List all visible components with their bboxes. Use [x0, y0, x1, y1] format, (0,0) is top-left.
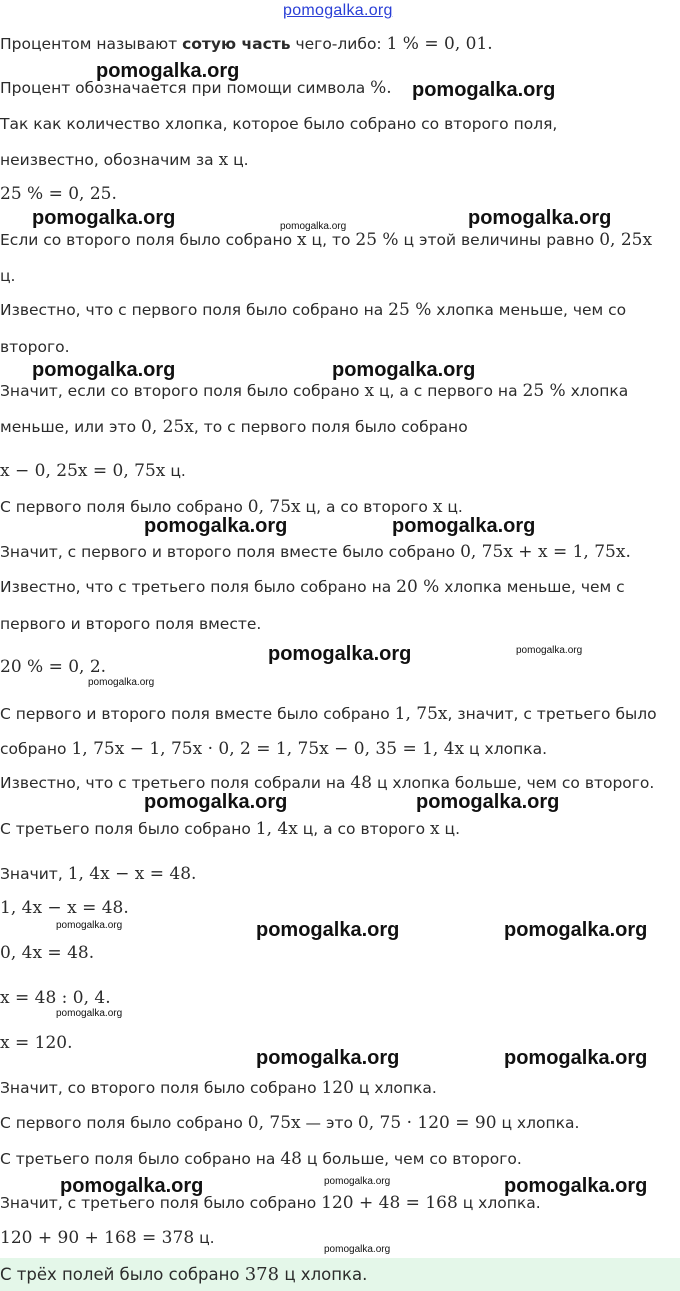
watermark: pomogalka.org	[416, 791, 560, 813]
answer-line: С трёх полей было собрано 378 ц хлопка.	[0, 1264, 368, 1285]
line-17: 20 % = 0, 2.	[0, 657, 107, 677]
watermark: pomogalka.org	[392, 515, 536, 537]
line-30: Значит, с третьего поля было собрано 120 + 48 = 168 ц хлопка.	[0, 1193, 541, 1213]
line-29: С третьего поля было собрано на 48 ц больше, чем со второго.	[0, 1149, 522, 1169]
line-15: Известно, что с третьего поля было собрано на 20 % хлопка меньше, чем с	[0, 577, 625, 597]
watermark-small: pomogalka.org	[324, 1244, 391, 1255]
line-14: Значит, с первого и второго поля вместе было собрано 0, 75x + x = 1, 75x.	[0, 542, 631, 562]
watermark-small: pomogalka.org	[56, 920, 123, 931]
line-2: Процент обозначается при помощи символа %.	[0, 78, 392, 98]
line-11: меньше, или это 0, 25x, то с первого поля было собрано	[0, 417, 468, 437]
watermark: pomogalka.org	[332, 359, 476, 381]
line-23: 1, 4x − x = 48.	[0, 898, 129, 918]
line-28: С первого поля было собрано 0, 75x — это 0, 75 · 120 = 90 ц хлопка.	[0, 1113, 580, 1133]
bold-term: сотую часть	[182, 35, 291, 53]
watermark-small: pomogalka.org	[88, 677, 155, 688]
line-27: Значит, со второго поля было собрано 120 ц хлопка.	[0, 1078, 437, 1098]
watermark: pomogalka.org	[144, 515, 288, 537]
watermark: pomogalka.org	[256, 919, 400, 941]
line-3: Так как количество хлопка, которое было собрано со второго поля,	[0, 115, 558, 133]
watermark: pomogalka.org	[504, 1047, 648, 1069]
line-20: Известно, что с третьего поля собрали на 48 ц хлопка больше, чем со второго.	[0, 773, 655, 793]
line-25: x = 48 : 0, 4.	[0, 988, 111, 1008]
line-16: первого и второго поля вместе.	[0, 615, 262, 633]
line-6: Если со второго поля было собрано x ц, то 25 % ц этой величины равно 0, 25x	[0, 230, 653, 250]
watermark: pomogalka.org	[504, 919, 648, 941]
line-9: второго.	[0, 338, 70, 356]
watermark-small: pomogalka.org	[516, 645, 583, 656]
line-12: x − 0, 25x = 0, 75x ц.	[0, 461, 186, 481]
line-5: 25 % = 0, 25.	[0, 184, 117, 204]
line-22: Значит, 1, 4x − x = 48.	[0, 864, 197, 884]
line-13: С первого поля было собрано 0, 75x ц, а со второго x ц.	[0, 497, 463, 517]
watermark: pomogalka.org	[412, 79, 556, 101]
watermark: pomogalka.org	[468, 207, 612, 229]
watermark-small: pomogalka.org	[280, 221, 347, 232]
line-19: собрано 1, 75x − 1, 75x · 0, 2 = 1, 75x − 0, 35 = 1, 4x ц хлопка.	[0, 739, 548, 759]
line-4: неизвестно, обозначим за x ц.	[0, 150, 249, 170]
watermark: pomogalka.org	[32, 359, 176, 381]
watermark: pomogalka.org	[504, 1175, 648, 1197]
line-7: ц.	[0, 267, 16, 285]
watermark: pomogalka.org	[60, 1175, 204, 1197]
line-18: С первого и второго поля вместе было собрано 1, 75x, значит, с третьего было	[0, 704, 657, 724]
line-10: Значит, если со второго поля было собрано x ц, а с первого на 25 % хлопка	[0, 381, 629, 401]
watermark: pomogalka.org	[96, 60, 240, 82]
watermark: pomogalka.org	[268, 643, 412, 665]
watermark: pomogalka.org	[32, 207, 176, 229]
line-8: Известно, что с первого поля было собрано на 25 % хлопка меньше, чем со	[0, 300, 627, 320]
line-1: Процентом называют сотую часть чего-либо: 1 % = 0, 01.	[0, 34, 493, 54]
line-31: 120 + 90 + 168 = 378 ц.	[0, 1228, 215, 1248]
watermark: pomogalka.org	[144, 791, 288, 813]
line-24: 0, 4x = 48.	[0, 943, 95, 963]
line-26: x = 120.	[0, 1033, 73, 1053]
watermark-small: pomogalka.org	[324, 1176, 391, 1187]
watermark: pomogalka.org	[256, 1047, 400, 1069]
watermark-top: pomogalka.org	[283, 2, 393, 19]
line-21: С третьего поля было собрано 1, 4x ц, а со второго x ц.	[0, 819, 460, 839]
watermark-small: pomogalka.org	[56, 1008, 123, 1019]
